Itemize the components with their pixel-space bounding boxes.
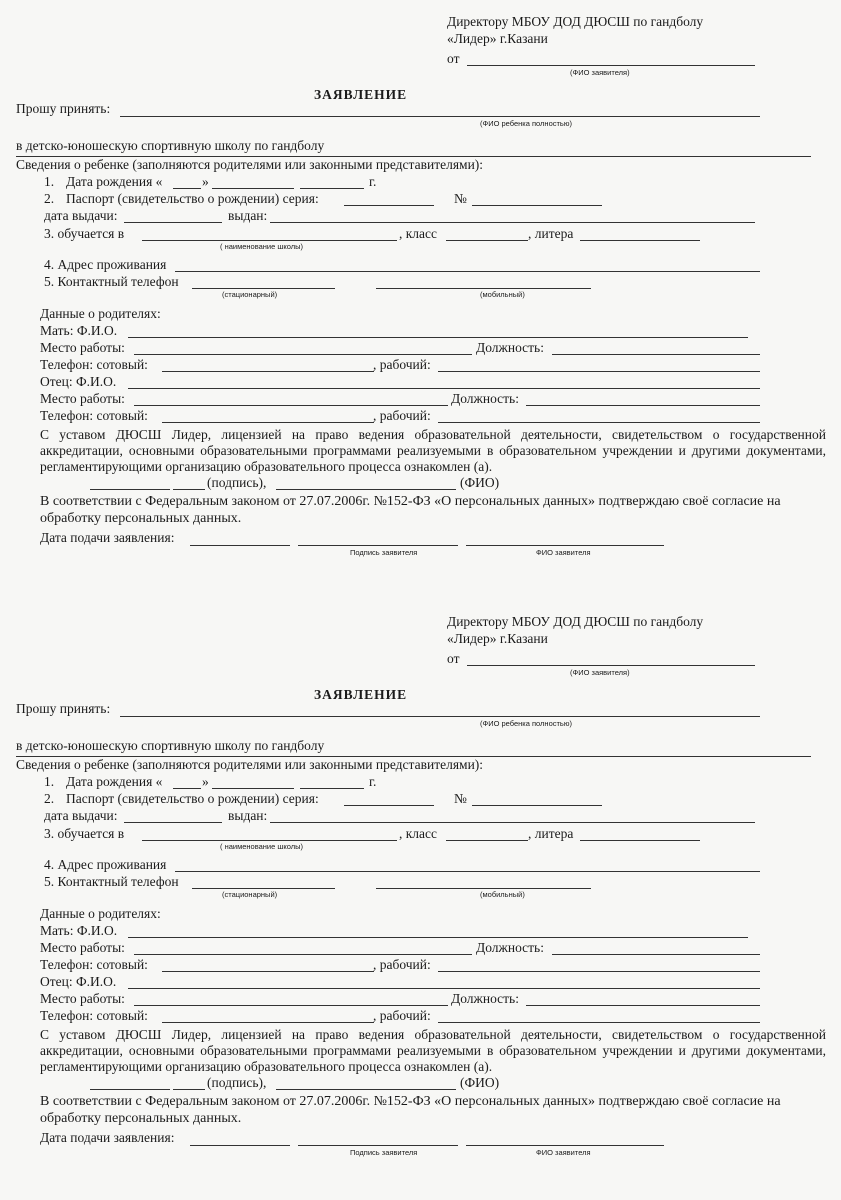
mother-work-label: Место работы: — [40, 940, 125, 955]
header-to-line1: Директору МБОУ ДОД ДЮСШ по гандболу — [447, 614, 704, 629]
father-phone-work-field[interactable] — [438, 1022, 760, 1023]
birth-num: 1. — [44, 774, 55, 789]
issued-by-field[interactable] — [270, 822, 755, 823]
passport-number-field[interactable] — [472, 205, 602, 206]
father-position-label: Должность: — [451, 991, 519, 1006]
birth-year-field[interactable] — [300, 188, 364, 189]
applicant-sign-field[interactable] — [298, 545, 458, 546]
header-to-line1: Директору МБОУ ДОД ДЮСШ по гандболу — [447, 14, 704, 29]
charter-sign-field[interactable] — [173, 1089, 205, 1090]
birth-label: Дата рождения « — [66, 174, 163, 189]
charter-sign-field[interactable] — [173, 489, 205, 490]
class-label: , класс — [399, 226, 438, 241]
letter-label: , литера — [528, 226, 574, 241]
address-label: 4. Адрес проживания — [44, 257, 167, 272]
fio-hint: ФИО заявителя — [536, 548, 591, 557]
mother-phone-work-field[interactable] — [438, 971, 760, 972]
landline-field[interactable] — [192, 288, 335, 289]
submit-date-field[interactable] — [190, 1145, 290, 1146]
mother-phone-mobile-label: Телефон: сотовый: — [40, 957, 148, 972]
mother-phone-mobile-field[interactable] — [162, 971, 374, 972]
charter-signature-label: (подпись), — [207, 475, 267, 490]
phone-label: 5. Контактный телефон — [44, 274, 179, 289]
passport-series-field[interactable] — [344, 205, 434, 206]
issued-by-label: выдан: — [228, 208, 268, 223]
child-name-field[interactable] — [120, 116, 760, 117]
applicant-fio-field[interactable] — [466, 545, 664, 546]
father-phone-mobile-field[interactable] — [162, 1022, 374, 1023]
landline-hint: (стационарный) — [222, 290, 278, 299]
birth-close: » — [202, 174, 209, 189]
charter-date-field[interactable] — [90, 489, 170, 490]
sign-hint: Подпись заявителя — [350, 548, 418, 557]
issue-date-field[interactable] — [124, 222, 222, 223]
school-name-field[interactable] — [142, 240, 397, 241]
mother-position-field[interactable] — [552, 354, 760, 355]
passport-number-label: № — [454, 191, 467, 206]
request-label: Прошу принять: — [16, 701, 111, 716]
issued-by-field[interactable] — [270, 222, 755, 223]
from-field[interactable] — [467, 65, 755, 66]
letter-label: , литера — [528, 826, 574, 841]
parents-heading: Данные о родителях: — [40, 306, 161, 321]
father-work-field[interactable] — [134, 1005, 448, 1006]
father-work-label: Место работы: — [40, 391, 125, 406]
birth-label: Дата рождения « — [66, 774, 163, 789]
birth-year-field[interactable] — [300, 788, 364, 789]
father-work-field[interactable] — [134, 405, 448, 406]
child-name-hint: (ФИО ребенка полностью) — [480, 119, 572, 128]
birth-month-field[interactable] — [212, 788, 294, 789]
school-name-hint: ( наименование школы) — [220, 842, 304, 851]
mobile-hint: (мобильный) — [480, 890, 525, 899]
charter-signature-label: (подпись), — [207, 1075, 267, 1090]
passport-series-field[interactable] — [344, 805, 434, 806]
application-form-2 — [0, 600, 841, 1200]
passport-number-label: № — [454, 791, 467, 806]
birth-num: 1. — [44, 174, 55, 189]
header-to-line2: «Лидер» г.Казани — [447, 631, 548, 646]
issue-date-label: дата выдачи: — [44, 208, 118, 223]
father-label: Отец: Ф.И.О. — [40, 374, 117, 389]
mother-name-field[interactable] — [128, 937, 748, 938]
from-label: от — [447, 51, 460, 66]
father-phone-mobile-label: Телефон: сотовый: — [40, 1008, 148, 1023]
child-name-hint: (ФИО ребенка полностью) — [480, 719, 572, 728]
class-field[interactable] — [446, 240, 528, 241]
mobile-hint: (мобильный) — [480, 290, 525, 299]
submit-date-field[interactable] — [190, 545, 290, 546]
school-name-field[interactable] — [142, 840, 397, 841]
parents-heading: Данные о родителях: — [40, 906, 161, 921]
letter-field[interactable] — [580, 840, 700, 841]
passport-number-field[interactable] — [472, 805, 602, 806]
mother-position-field[interactable] — [552, 954, 760, 955]
mother-phone-work-label: , рабочий: — [373, 357, 431, 372]
passport-label: Паспорт (свидетельство о рождении) серия: — [66, 191, 319, 206]
charter-fio-label: (ФИО) — [460, 1075, 500, 1090]
mother-label: Мать: Ф.И.О. — [40, 323, 118, 338]
from-field[interactable] — [467, 665, 755, 666]
father-work-label: Место работы: — [40, 991, 125, 1006]
issue-date-field[interactable] — [124, 822, 222, 823]
study-label: 3. обучается в — [44, 826, 125, 841]
applicant-sign-field[interactable] — [298, 1145, 458, 1146]
from-hint: (ФИО заявителя) — [570, 668, 630, 677]
address-label: 4. Адрес проживания — [44, 857, 167, 872]
address-field[interactable] — [175, 271, 760, 272]
sign-hint: Подпись заявителя — [350, 1148, 418, 1157]
mother-phone-mobile-field[interactable] — [162, 371, 374, 372]
mother-work-field[interactable] — [134, 954, 472, 955]
from-hint: (ФИО заявителя) — [570, 68, 630, 77]
letter-field[interactable] — [580, 240, 700, 241]
birth-year-suffix: г. — [369, 174, 377, 189]
date-label: Дата подачи заявления: — [40, 530, 175, 545]
father-phone-mobile-field[interactable] — [162, 422, 374, 423]
date-label: Дата подачи заявления: — [40, 1130, 175, 1145]
consent-text: В соответствии с Федеральным законом от 27.07.2006г. №152-ФЗ «О персональных данных» подтверждаю своё согласие на обработку персональных данных. — [40, 494, 781, 526]
form-title: ЗАЯВЛЕНИЕ — [314, 687, 408, 702]
study-label: 3. обучается в — [44, 226, 125, 241]
father-name-field[interactable] — [128, 388, 760, 389]
mother-position-label: Должность: — [476, 940, 544, 955]
school-line: в детско-юношескую спортивную школу по гандболу — [16, 738, 325, 753]
mother-work-label: Место работы: — [40, 340, 125, 355]
passport-num: 2. — [44, 191, 55, 206]
child-info-heading: Сведения о ребенке (заполняются родителями или законными представителями): — [16, 157, 484, 172]
father-position-label: Должность: — [451, 391, 519, 406]
mother-position-label: Должность: — [476, 340, 544, 355]
father-position-field[interactable] — [526, 1005, 760, 1006]
charter-fio-label: (ФИО) — [460, 475, 500, 490]
school-name-hint: ( наименование школы) — [220, 242, 304, 251]
class-label: , класс — [399, 826, 438, 841]
from-label: от — [447, 651, 460, 666]
child-name-field[interactable] — [120, 716, 760, 717]
birth-day-field[interactable] — [173, 188, 201, 189]
charter-text: С уставом ДЮСШ Лидер, лицензией на право ведения образовательной деятельности, свидетельством о государственной аккредитации, основными образовательными программами реализуемыми в образовательном учреждении и другими документами, регламентирующими организацию образовательного процесса ознакомлен (а). — [40, 1027, 826, 1074]
class-field[interactable] — [446, 840, 528, 841]
mother-name-field[interactable] — [128, 337, 748, 338]
mother-phone-work-field[interactable] — [438, 371, 760, 372]
father-label: Отец: Ф.И.О. — [40, 974, 117, 989]
father-name-field[interactable] — [128, 988, 760, 989]
passport-label: Паспорт (свидетельство о рождении) серия: — [66, 791, 319, 806]
landline-hint: (стационарный) — [222, 890, 278, 899]
charter-date-field[interactable] — [90, 1089, 170, 1090]
birth-day-field[interactable] — [173, 788, 201, 789]
mobile-field[interactable] — [376, 888, 591, 889]
request-label: Прошу принять: — [16, 101, 111, 116]
fio-hint: ФИО заявителя — [536, 1148, 591, 1157]
father-phone-mobile-label: Телефон: сотовый: — [40, 408, 148, 423]
school-line: в детско-юношескую спортивную школу по гандболу — [16, 138, 325, 153]
birth-month-field[interactable] — [212, 188, 294, 189]
mother-work-field[interactable] — [134, 354, 472, 355]
father-position-field[interactable] — [526, 405, 760, 406]
mother-phone-mobile-label: Телефон: сотовый: — [40, 357, 148, 372]
passport-num: 2. — [44, 791, 55, 806]
mother-phone-work-label: , рабочий: — [373, 957, 431, 972]
mother-label: Мать: Ф.И.О. — [40, 923, 118, 938]
child-info-heading: Сведения о ребенке (заполняются родителями или законными представителями): — [16, 757, 484, 772]
charter-fio-field[interactable] — [276, 489, 456, 490]
header-to-line2: «Лидер» г.Казани — [447, 31, 548, 46]
father-phone-work-label: , рабочий: — [373, 1008, 431, 1023]
landline-field[interactable] — [192, 888, 335, 889]
birth-year-suffix: г. — [369, 774, 377, 789]
issued-by-label: выдан: — [228, 808, 268, 823]
mobile-field[interactable] — [376, 288, 591, 289]
phone-label: 5. Контактный телефон — [44, 874, 179, 889]
father-phone-work-field[interactable] — [438, 422, 760, 423]
birth-close: » — [202, 774, 209, 789]
issue-date-label: дата выдачи: — [44, 808, 118, 823]
consent-text: В соответствии с Федеральным законом от 27.07.2006г. №152-ФЗ «О персональных данных» подтверждаю своё согласие на обработку персональных данных. — [40, 1094, 781, 1126]
father-phone-work-label: , рабочий: — [373, 408, 431, 423]
charter-fio-field[interactable] — [276, 1089, 456, 1090]
charter-text: С уставом ДЮСШ Лидер, лицензией на право ведения образовательной деятельности, свидетельством о государственной аккредитации, основными образовательными программами реализуемыми в образовательном учреждении и другими документами, регламентирующими организацию образовательного процесса ознакомлен (а). — [40, 427, 826, 474]
applicant-fio-field[interactable] — [466, 1145, 664, 1146]
address-field[interactable] — [175, 871, 760, 872]
form-title: ЗАЯВЛЕНИЕ — [314, 87, 408, 102]
